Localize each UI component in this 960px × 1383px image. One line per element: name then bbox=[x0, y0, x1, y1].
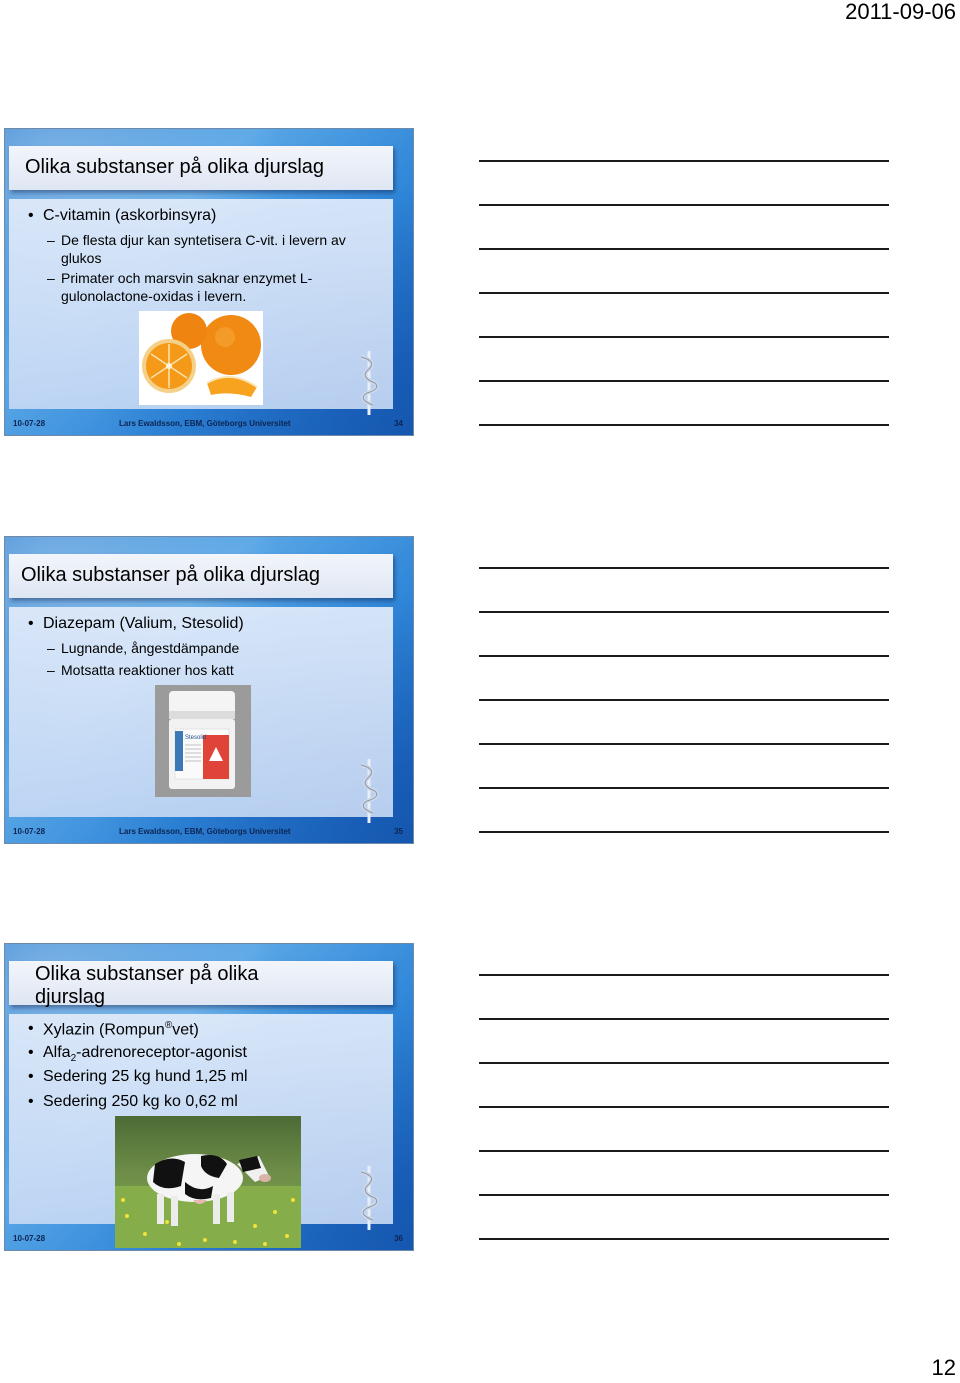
sub-bullet: – Motsatta reaktioner hos katt bbox=[61, 661, 234, 679]
slide-number: 36 bbox=[394, 1234, 403, 1243]
bullet bbox=[43, 1020, 199, 1039]
slide-footer bbox=[5, 419, 413, 431]
slide-36 bbox=[4, 943, 414, 1251]
oranges-image bbox=[139, 311, 263, 405]
cow-image bbox=[115, 1116, 301, 1248]
note-line bbox=[479, 1062, 889, 1064]
slide-title-box bbox=[9, 961, 393, 1008]
subscript: 2 bbox=[70, 1053, 77, 1065]
note-line bbox=[479, 292, 889, 294]
sub-bullet: – De flesta djur kan syntetisera C-vit. i levern av glukos bbox=[61, 231, 361, 267]
footer-date: 10-07-28 bbox=[13, 827, 46, 836]
product-label: Stesolid bbox=[185, 735, 207, 741]
slide-title-box bbox=[9, 554, 393, 598]
note-line bbox=[479, 160, 889, 162]
page-number: 12 bbox=[931, 1355, 956, 1380]
caduceus-icon bbox=[355, 755, 383, 825]
sub-bullet: – Lugnande, ångestdämpande bbox=[61, 639, 239, 657]
note-line bbox=[479, 204, 889, 206]
bullet-text: vet) bbox=[172, 1021, 199, 1039]
bullet: • C-vitamin (askorbinsyra) bbox=[43, 207, 216, 225]
note-line bbox=[479, 1106, 889, 1108]
slide-footer bbox=[5, 827, 413, 839]
footer-author: Lars Ewaldsson, EBM, Göteborgs Universitet bbox=[119, 827, 291, 836]
note-line bbox=[479, 974, 889, 976]
note-line bbox=[479, 1238, 889, 1240]
bullet-text: Alfa bbox=[43, 1044, 71, 1061]
note-line bbox=[479, 248, 889, 250]
caduceus-icon bbox=[355, 1162, 383, 1232]
slide-title: Olika substanser på olika djurslag bbox=[21, 564, 321, 586]
slide-title-box bbox=[9, 146, 393, 190]
header-date: 2011-09-06 bbox=[845, 0, 956, 24]
slide-body bbox=[9, 199, 393, 409]
slide-35 bbox=[4, 536, 414, 844]
bullet-text: Xylazin (Rompun bbox=[43, 1021, 165, 1039]
bullet bbox=[43, 1044, 247, 1064]
note-line bbox=[479, 1194, 889, 1196]
note-line bbox=[479, 336, 889, 338]
note-line bbox=[479, 743, 889, 745]
note-line bbox=[479, 611, 889, 613]
bullet: • Diazepam (Valium, Stesolid) bbox=[43, 615, 244, 633]
bullet-text: -adrenoreceptor-agonist bbox=[76, 1044, 247, 1061]
bullet: • Sedering 25 kg hund 1,25 ml bbox=[43, 1068, 248, 1086]
slide-number: 35 bbox=[394, 827, 403, 836]
footer-date: 10-07-28 bbox=[13, 1234, 46, 1243]
note-line bbox=[479, 787, 889, 789]
note-line bbox=[479, 655, 889, 657]
slide-title: Olika substanser på olika djurslag bbox=[35, 963, 259, 1008]
slide-34 bbox=[4, 128, 414, 436]
slide-title: Olika substanser på olika djurslag bbox=[25, 156, 325, 178]
note-line bbox=[479, 380, 889, 382]
note-line bbox=[479, 831, 889, 833]
note-line bbox=[479, 699, 889, 701]
slide-body bbox=[9, 607, 393, 817]
bullet: • Sedering 250 kg ko 0,62 ml bbox=[43, 1093, 238, 1111]
note-line bbox=[479, 567, 889, 569]
note-line bbox=[479, 424, 889, 426]
caduceus-icon bbox=[355, 347, 383, 417]
footer-author: Lars Ewaldsson, EBM, Göteborgs Universitet bbox=[119, 419, 291, 428]
slide-number: 34 bbox=[394, 419, 403, 428]
stesolid-jar-image bbox=[155, 685, 251, 797]
slide-footer bbox=[5, 1234, 413, 1246]
note-line bbox=[479, 1150, 889, 1152]
sub-bullet: – Primater och marsvin saknar enzymet L-gulonolactone-oxidas i levern. bbox=[61, 269, 361, 305]
note-line bbox=[479, 1018, 889, 1020]
registered-mark: ® bbox=[164, 1020, 173, 1031]
footer-date: 10-07-28 bbox=[13, 419, 46, 428]
